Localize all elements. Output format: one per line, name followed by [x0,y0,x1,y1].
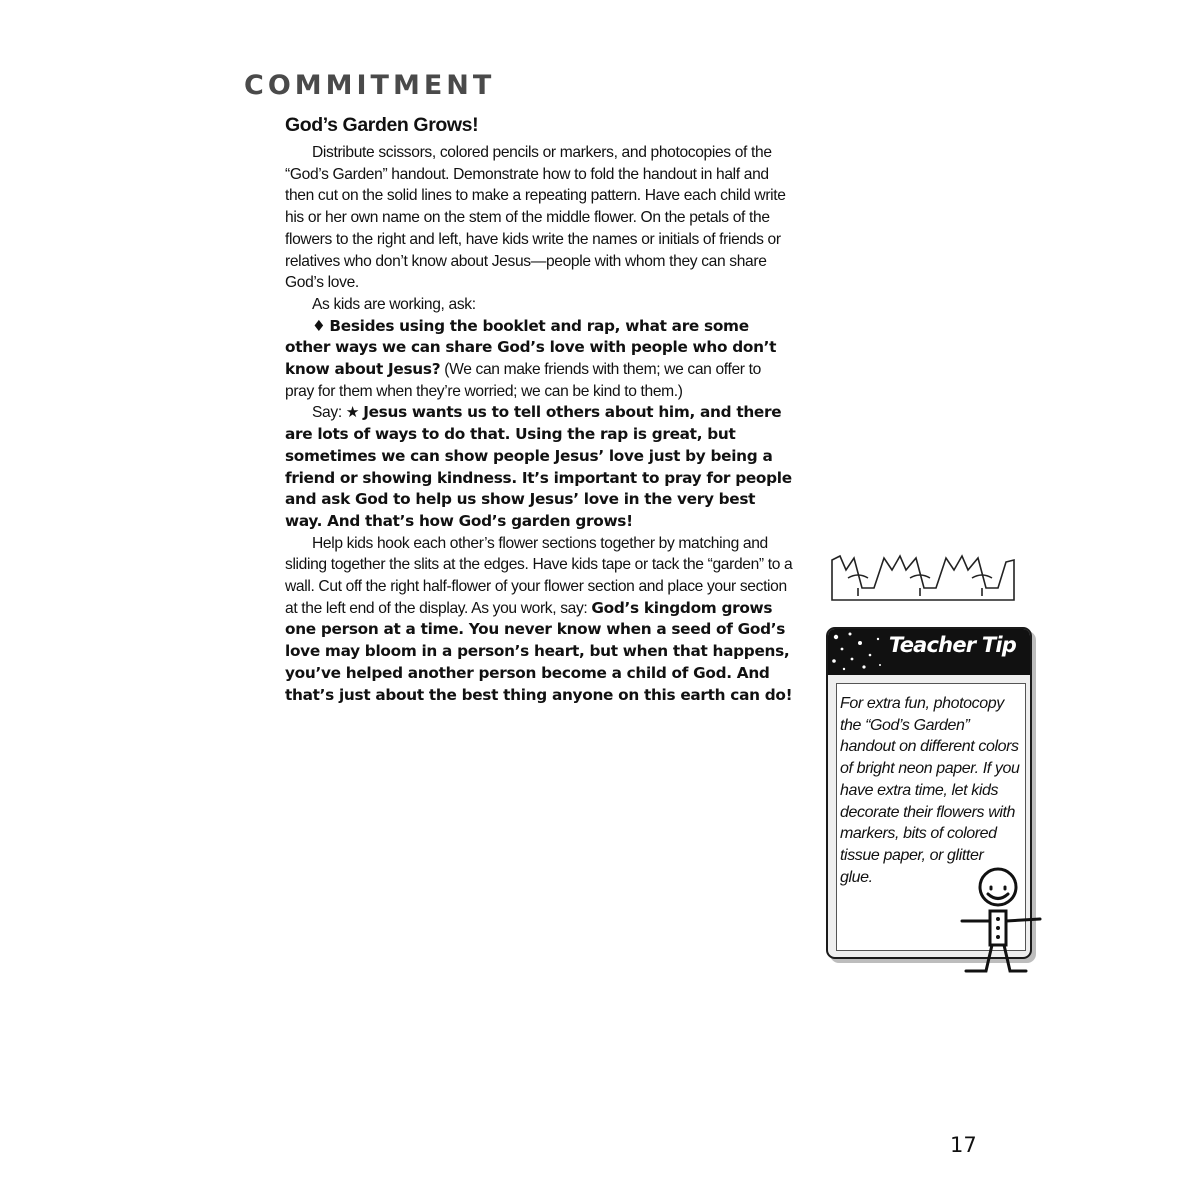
say-paragraph [285,402,793,532]
section-heading: COMMITMENT [244,70,496,101]
instruction-paragraph: Distribute scissors, colored pencils or markers, and photocopies of the “God’s Garden” handout. Demonstrate how to fold the handout in half and then cut on the solid lines to make a repeating pattern. Have each child write his or her own name on the stem of the middle flower. On the petals of the flowers to the right and left, have kids write the names or initials of friends or relatives who don’t know about Jesus—people with whom they can share God’s love. [285,144,786,292]
page-number: 17 [950,1133,977,1157]
activity-title: God’s Garden Grows! [285,114,479,136]
closing-instructions: Help kids hook each other’s flower sections together by matching and sliding together the slits at the edges. Have kids tape or tack the “garden” to a wall. Cut off the right half-flower of your flower section and place your section at the left end of the display. As you work, say: [285,534,793,617]
closing-paragraph [285,533,793,707]
sparkles-icon [828,629,898,675]
say-text: Jesus wants us to tell others about him, and there are lots of ways to do that. Using the rap is great, but sometimes we can show people Jesus’ love just by being a friend or showing kindness. It’s important to pray for people and ask God to help us show Jesus’ love in the very best way. And that’s how God’s garden grows! [285,403,792,530]
closing-say-text: God’s kingdom grows one person at a time. You never know when a seed of God’s love may bloom in a person’s heart, but when that happens, you’ve helped another person become a child of God. And that’s just about the best thing anyone on this earth can do! [285,598,793,704]
teacher-tip-header [828,629,1030,675]
teacher-tip-text: For extra fun, photocopy the “God’s Garden” handout on different colors of bright neon paper. If you have extra time, let kids decorate their flowers with markers, bits of colored tissue paper, or glitter glue. [840,695,1020,886]
ask-prompt: As kids are working, ask: [312,295,476,313]
teacher-tip-title: Teacher Tip [888,633,1016,657]
star-icon: ★ [345,403,360,422]
activity-instructions [285,142,793,706]
discussion-question [285,316,793,403]
answer-text: (We can make friends with them; we can offer to pray for them when they’re worried; we can be kind to them.) [285,361,761,400]
diamond-bullet-icon: ♦ [312,316,326,335]
flower-chain-illustration [828,548,1018,606]
question-text: Besides using the booklet and rap, what are some other ways we can share God’s love with people who don’t know about Jesus? [285,316,777,379]
stick-figure-icon [958,865,1044,977]
say-label: Say: [312,404,342,422]
